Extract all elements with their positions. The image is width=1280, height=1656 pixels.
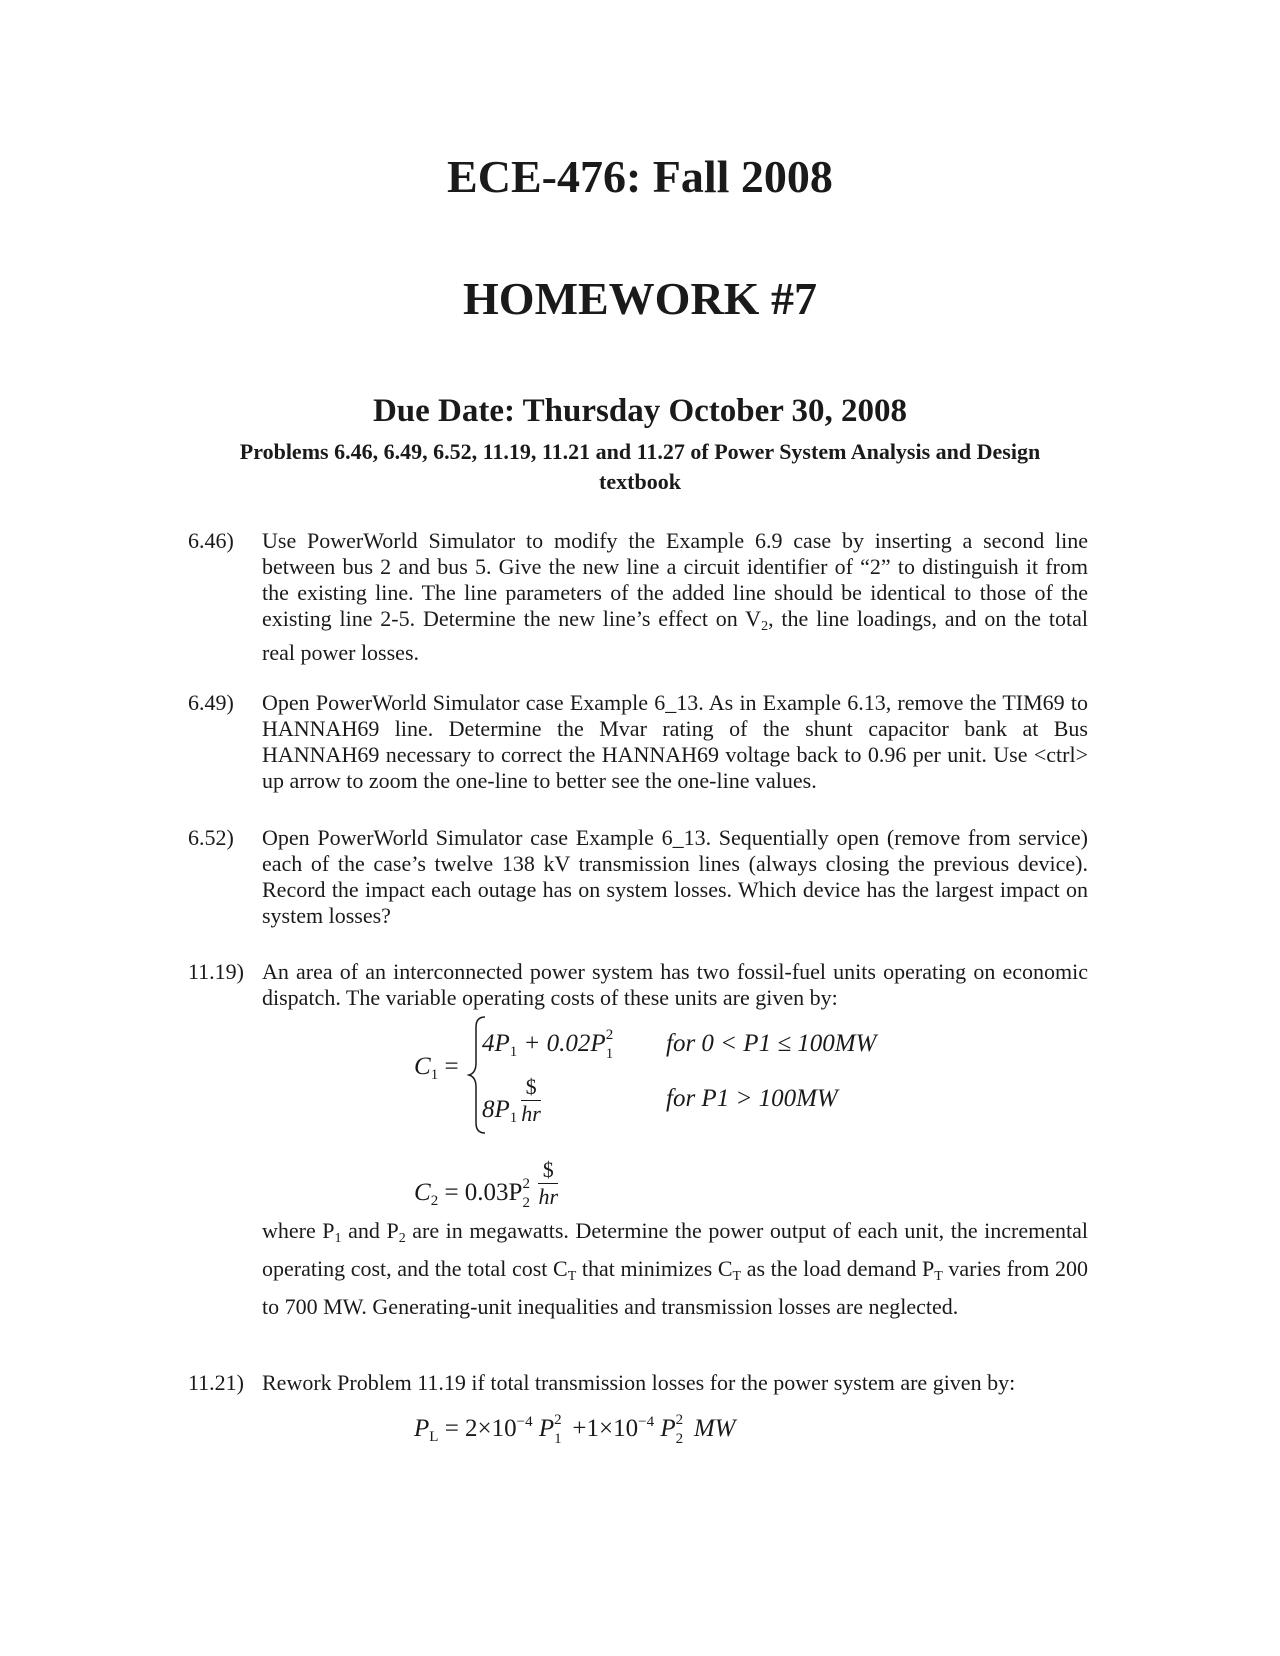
problem-number: 11.19) [188, 959, 245, 984]
c1-label [414, 1053, 459, 1084]
loss-equation [414, 1414, 736, 1446]
fraction-numerator: $ [521, 1075, 541, 1101]
subscript: 2 [430, 1193, 439, 1209]
subscript: 2 [398, 1231, 406, 1246]
subscript: 1 [509, 1044, 518, 1060]
subscript: 2 [761, 619, 769, 634]
equation-part: = 2×10 [438, 1415, 517, 1442]
fraction [521, 1075, 541, 1126]
subsup: 2 2 [675, 1412, 684, 1447]
fraction-numerator: $ [538, 1158, 558, 1184]
problem-number: 6.49) [188, 690, 234, 715]
problem-text: Rework Problem 11.19 if total transmission losses for the power system are given by: [262, 1370, 1016, 1395]
problem-text-part: Use PowerWorld Simulator to modify the Example 6.9 case by inserting a second line between bus 2 and bus 5. Give the new line a circuit identifier of “2” to distinguish it from the existing line. The line parameters of the added line should be identical to those of the existing line 2-5. Determine the new line’s effect on V [262, 528, 1088, 631]
symbol: P [538, 1415, 555, 1442]
subscript: L [429, 1429, 439, 1445]
equation-part: +1×10 [566, 1415, 639, 1442]
c2-equation [414, 1158, 558, 1210]
homework-title: HOMEWORK #7 [463, 273, 817, 324]
symbol: + 0.02P [517, 1030, 606, 1057]
subsup: 2 1 [554, 1412, 562, 1447]
exponent: −4 [516, 1414, 533, 1430]
text-part: and P [341, 1218, 399, 1243]
c1-case1-expr [482, 1027, 618, 1062]
subscript: 1 [430, 1067, 439, 1083]
unit: MW [693, 1415, 736, 1442]
problem-outro [262, 1216, 1088, 1322]
symbol: 8P [482, 1096, 510, 1123]
subscript: T [732, 1269, 742, 1284]
course-title: ECE-476: Fall 2008 [447, 151, 833, 202]
problem-text: Open PowerWorld Simulator case Example 6_13. Sequentially open (remove from service) each of the case’s twelve 138 kV transmission lines (always closing the previous device). Record the impact each outage has on system losses. Which device has the largest impact on system losses? [262, 825, 1088, 928]
problem-text-part: , the line loadings, and on the total real power losses. [262, 606, 1088, 665]
exponent: −4 [638, 1414, 655, 1430]
problem-number: 6.52) [188, 825, 234, 850]
problem-text [262, 528, 1088, 666]
subscript: 1 [509, 1110, 518, 1126]
text-part: that minimizes C [576, 1256, 733, 1281]
problem-number: 6.46) [188, 528, 234, 553]
c1-case1-condition: for 0 < P1 ≤ 100MW [666, 1030, 877, 1057]
fraction-denominator: hr [538, 1184, 559, 1209]
subscript: T [567, 1269, 577, 1284]
subscript: T [934, 1269, 943, 1284]
problem-text: Open PowerWorld Simulator case Example 6_13. As in Example 6.13, remove the TIM69 to HANNAH69 line. Determine the Mvar rating of the shunt capacitor bank at Bus HANNAH69 necessary to correct the HANNAH69 voltage back to 0.96 per unit. Use <ctrl> up arrow to zoom the one-line to better see the one-line values. [262, 690, 1088, 793]
problem-intro: An area of an interconnected power system has two fossil-fuel units operating on economic dispatch. The variable operating costs of these units are given by: [262, 959, 1088, 1010]
text-part: as the load demand P [741, 1256, 935, 1281]
subscript: 1 [334, 1231, 342, 1246]
subsup: 2 1 [605, 1027, 614, 1062]
c1-case2-expr [482, 1075, 541, 1127]
symbol: C [414, 1053, 431, 1080]
text-part: are in megawatts. Determine the power output of each unit, the incremental operating cost, and the total cost C [262, 1218, 1089, 1281]
fraction [538, 1158, 558, 1209]
fraction-denominator: hr [521, 1101, 541, 1126]
symbol: P [660, 1415, 676, 1442]
equation-rhs: = 0.03P [438, 1179, 523, 1206]
symbol: P [414, 1415, 430, 1442]
equals-sign: = [438, 1053, 459, 1080]
text-part: where P [262, 1218, 335, 1243]
subsup: 2 2 [522, 1176, 530, 1211]
symbol: 4P [482, 1030, 510, 1057]
problem-number: 11.21) [188, 1370, 245, 1395]
assigned-problems-line: Problems 6.46, 6.49, 6.52, 11.19, 11.21 and 11.27 of Power System Analysis and Design textbook [239, 439, 1041, 494]
due-date: Due Date: Thursday October 30, 2008 [372, 393, 908, 429]
text-part: varies from 200 to 700 MW. Generating-unit inequalities and transmission losses are neglected. [262, 1256, 1088, 1319]
symbol: C [414, 1179, 431, 1206]
c1-case2-condition: for P1 > 100MW [666, 1085, 838, 1112]
